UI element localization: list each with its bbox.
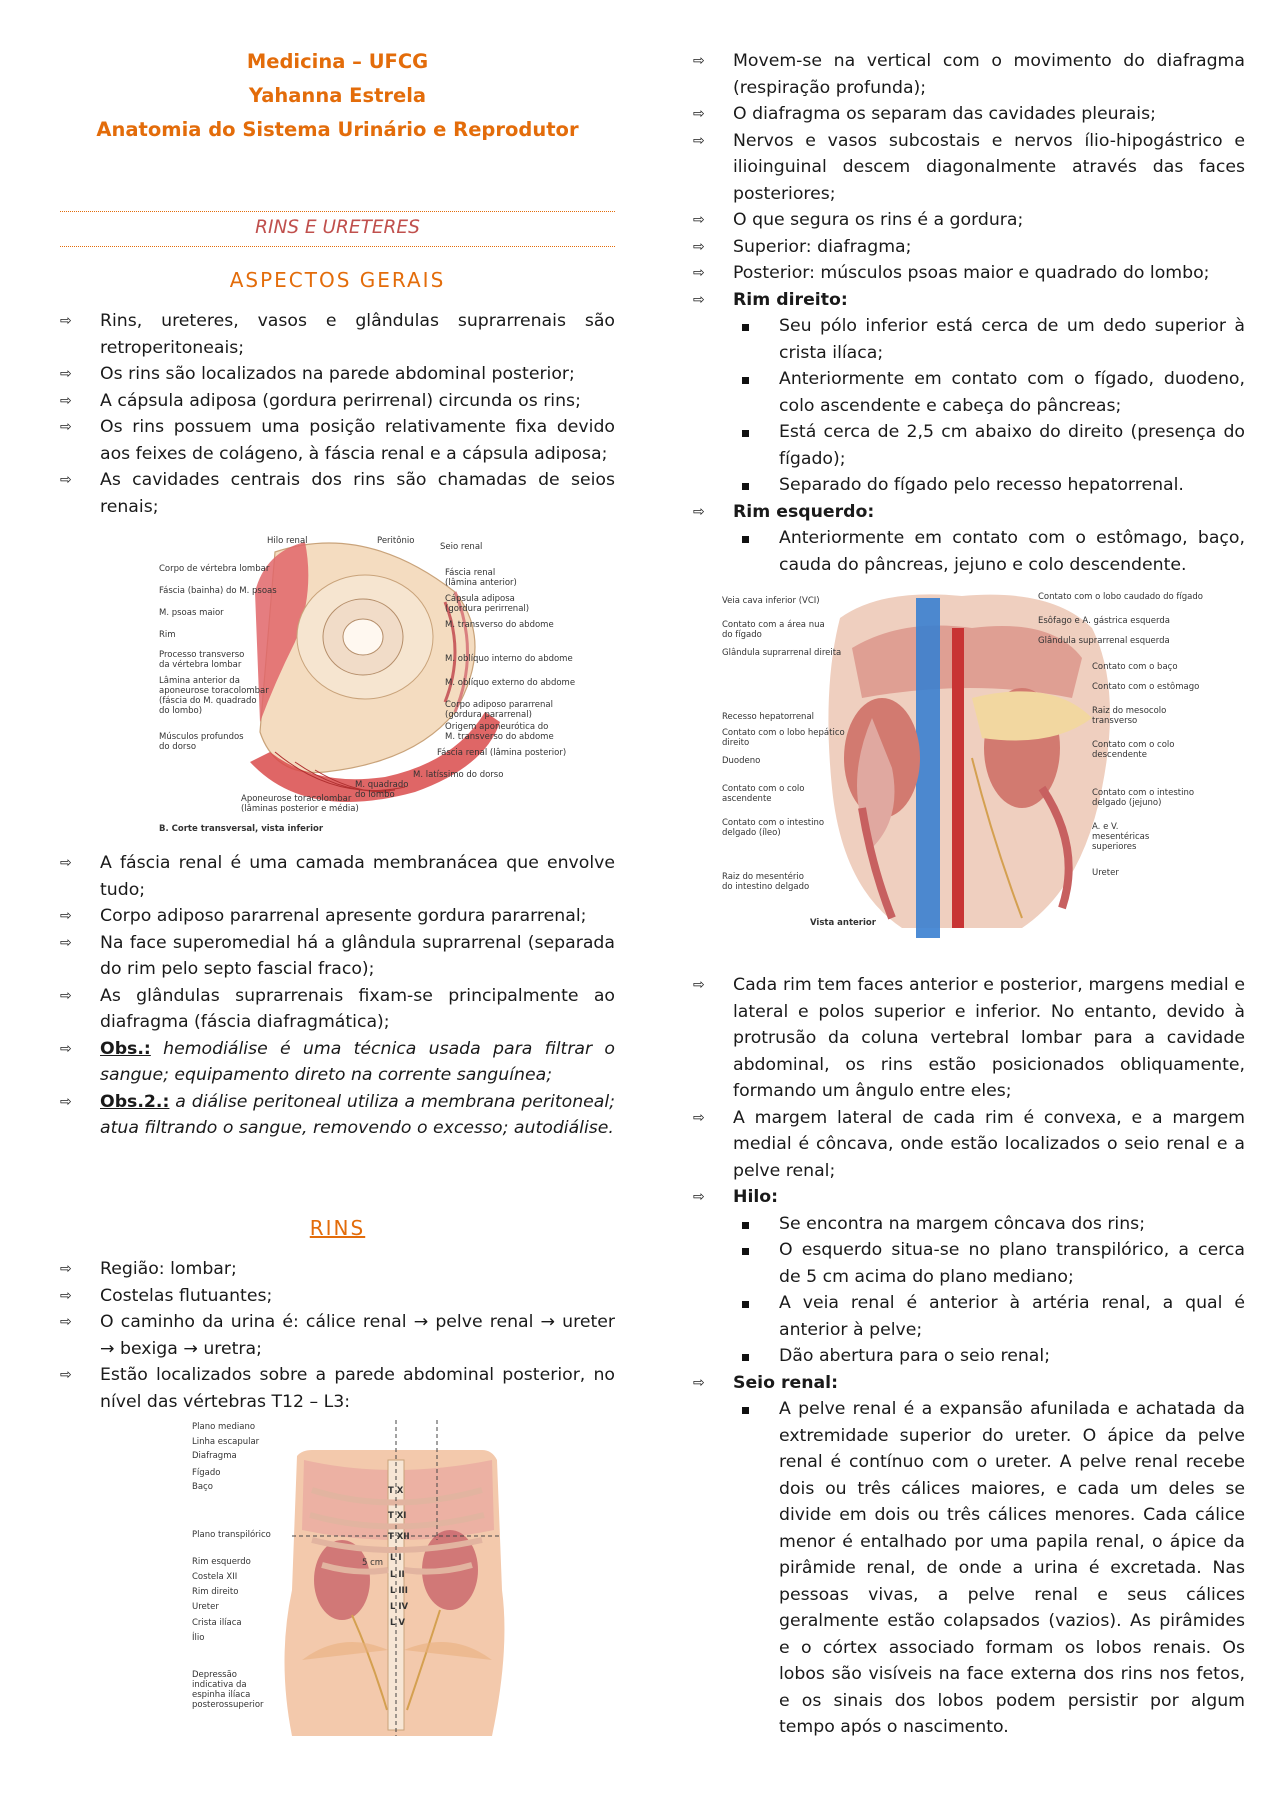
arrow-icon: ⇨ xyxy=(60,392,72,409)
label-processo-1: Processo transverso xyxy=(159,650,245,660)
label-t10: T X xyxy=(388,1486,404,1496)
section-title: RINS E URETERES xyxy=(255,217,420,238)
arrow-icon: ⇨ xyxy=(60,1261,72,1277)
label-colo-desc-1: Contato com o colo xyxy=(1092,740,1175,750)
arrow-icon: ⇨ xyxy=(60,1367,72,1383)
arrow-icon: ⇨ xyxy=(60,1093,72,1110)
label-mesocolo-1: Raiz do mesocolo xyxy=(1092,706,1167,716)
obs-item: ⇨ Obs.: hemodiálise é uma técnica usada para filtrar o sangue; equipamento direto na corrente sanguínea; xyxy=(60,1036,615,1089)
label-area-nua-1: Contato com a área nua xyxy=(722,620,825,630)
list-item: ⇨ A fáscia renal é uma camada membranácea que envolve tudo; xyxy=(60,850,615,903)
arrow-icon: ⇨ xyxy=(693,132,705,149)
list-item: ⇨ Corpo adiposo pararrenal apresente gordura pararrenal; xyxy=(60,903,615,930)
sub-item: Separado do fígado pelo recesso hepatorrenal. xyxy=(737,472,1245,499)
label-lobo-hep-2: direito xyxy=(722,738,750,748)
label-glandula-dir: Glândula suprarrenal direita xyxy=(722,648,842,658)
figure-posterior-body xyxy=(192,1420,507,1736)
arrow-icon: ⇨ xyxy=(693,212,705,228)
list-item: ⇨ O que segura os rins é a gordura; xyxy=(693,207,1245,234)
square-bullet-icon xyxy=(742,536,749,543)
label-apon-1: Aponeurose toracolombar xyxy=(241,794,352,804)
label-colo-desc-2: descendente xyxy=(1092,750,1147,760)
arrow-icon: ⇨ xyxy=(60,472,72,488)
label-hilo: Hilo renal xyxy=(267,536,308,546)
label-caudado: Contato com o lobo caudado do fígado xyxy=(1038,592,1203,602)
arrow-icon: ⇨ xyxy=(693,1109,705,1126)
arrow-icon: ⇨ xyxy=(60,366,72,382)
square-bullet-icon xyxy=(742,1222,749,1229)
list-item: ⇨ Costelas flutuantes; xyxy=(60,1283,615,1310)
list-item: ⇨ O diafragma os separam das cavidades pleurais; xyxy=(693,101,1245,128)
label-musculos-1: Músculos profundos xyxy=(159,732,244,742)
label-obliquo-int: M. oblíquo interno do abdome xyxy=(445,654,573,664)
label-capsula-1: Cápsula adiposa xyxy=(445,594,515,604)
arrow-icon: ⇨ xyxy=(60,419,72,435)
arrow-icon: ⇨ xyxy=(693,1189,705,1205)
list-item: ⇨ Nervos e vasos subcostais e nervos ílio-hipogástrico e ilioinguinal descem diagonalmente através das faces posteriores; xyxy=(693,128,1245,208)
arrow-icon: ⇨ xyxy=(693,503,705,520)
label-raiz-1: Raiz do mesentério xyxy=(722,872,804,882)
aspectos-list xyxy=(60,308,615,520)
label-diafragma: Diafragma xyxy=(192,1451,237,1461)
label-mesent-1: A. e V. xyxy=(1092,822,1119,832)
list-item: ⇨ Na face superomedial há a glândula suprarrenal (separada do rim pelo septo fascial fraco); xyxy=(60,930,615,983)
arrow-icon: ⇨ xyxy=(60,987,72,1004)
seio-item: ⇨ Seio renal: A pelve renal é a expansão afunilada e achatada da extremidade superior do ureter. O ápice da pelve renal é contínuo com o ureter. A pelve renal recebe dois ou três cálices maiores, e cada um deles se divide em dois ou três cálices menores. Cada cálice menor é entalhado por uma papila renal, o ápice da pirâmide renal, de onde a urina é excretada. Nas pessoas vivas, a pelve renal e seus cálices geralmente estão colapsados (vazios). As pirâmides e o córtex associado formam os lobos renais. Os lobos são visíveis na face externa dos rins nos fetos, e os sinais dos lobos podem persistir por algum tempo após o nascimento. xyxy=(693,1370,1245,1741)
label-int-del-1: Contato com o intestino xyxy=(722,818,825,828)
square-bullet-icon xyxy=(742,1301,749,1308)
figure-caption: B. Corte transversal, vista inferior xyxy=(159,824,324,834)
label-rim: Rim xyxy=(159,630,176,640)
arrow-icon: ⇨ xyxy=(60,313,72,329)
label-colo-asc-2: ascendente xyxy=(722,794,772,804)
sub-item: Seu pólo inferior está cerca de um dedo superior à crista ilíaca; xyxy=(737,313,1245,366)
list-item: ⇨ A cápsula adiposa (gordura perirrenal) circunda os rins; xyxy=(60,388,615,415)
label-fascia-post: Fáscia renal (lâmina posterior) xyxy=(437,748,567,758)
hilo-sublist xyxy=(737,1211,1245,1370)
list-item: ⇨ Região: lombar; xyxy=(60,1256,615,1283)
sub-item: A veia renal é anterior à artéria renal, a qual é anterior à pelve; xyxy=(737,1290,1245,1343)
arrow-icon: ⇨ xyxy=(60,1314,72,1330)
arrow-icon: ⇨ xyxy=(693,238,705,255)
label-plano-mediano: Plano mediano xyxy=(192,1422,256,1432)
label-lamina-1: Lâmina anterior da xyxy=(159,676,240,686)
label-figado: Fígado xyxy=(192,1468,221,1478)
list-item: ⇨ Os rins são localizados na parede abdominal posterior; xyxy=(60,361,615,388)
label-l2: L II xyxy=(390,1570,405,1580)
label-l3: L III xyxy=(390,1586,408,1596)
label-raiz-2: do intestino delgado xyxy=(722,882,810,892)
list-item: ⇨ Posterior: músculos psoas maior e quadrado do lombo; xyxy=(693,260,1245,287)
label-vci: Veia cava inferior (VCI) xyxy=(722,596,820,606)
figure-transverse-section xyxy=(155,532,576,842)
rim-direito-sublist xyxy=(737,313,1245,499)
list-item: ⇨ Superior: diafragma; xyxy=(693,234,1245,261)
list-item: ⇨ O caminho da urina é: cálice renal → pelve renal → ureter → bexiga → uretra; xyxy=(60,1309,615,1362)
square-bullet-icon xyxy=(742,1354,749,1361)
label-jejuno-1: Contato com o intestino xyxy=(1092,788,1195,798)
label-int-del-2: delgado (íleo) xyxy=(722,828,781,838)
label-glandula-esq: Glândula suprarrenal esquerda xyxy=(1038,636,1170,646)
right-list-top xyxy=(693,48,1245,578)
label-quad-2: do lombo xyxy=(355,790,395,800)
sub-item: Anteriormente em contato com o fígado, duodeno, colo ascendente e cabeça do pâncreas; xyxy=(737,366,1245,419)
label-c-baco: Contato com o baço xyxy=(1092,662,1178,672)
label-corpo-par-2: (gordura pararrenal) xyxy=(445,710,532,720)
arrow-icon: ⇨ xyxy=(60,1040,72,1057)
list-item: ⇨ Movem-se na vertical com o movimento do diafragma (respiração profunda); xyxy=(693,48,1245,101)
label-jejuno-2: delgado (jejuno) xyxy=(1092,798,1162,808)
label-fascia-ant-2: (lâmina anterior) xyxy=(445,578,517,588)
label-processo-2: da vértebra lombar xyxy=(159,660,242,670)
label-fascia-psoas: Fáscia (bainha) do M. psoas xyxy=(159,586,277,596)
label-corpo-par-1: Corpo adiposo pararrenal xyxy=(445,700,553,710)
label-mesocolo-2: transverso xyxy=(1092,716,1138,726)
label-origem-2: M. transverso do abdome xyxy=(445,732,554,742)
label-lamina-4: do lombo) xyxy=(159,706,203,716)
label-mesent-3: superiores xyxy=(1092,842,1137,852)
label-depressao-2: indicativa da xyxy=(192,1680,247,1690)
label-t11: T XI xyxy=(388,1511,407,1521)
sub-item: Dão abertura para o seio renal; xyxy=(737,1343,1245,1370)
rim-esquerdo-sublist xyxy=(737,525,1245,578)
arrow-icon: ⇨ xyxy=(60,855,72,871)
aspectos-list-2 xyxy=(60,850,615,1142)
label-rim-esq: Rim esquerdo xyxy=(192,1557,251,1567)
square-bullet-icon xyxy=(742,324,749,331)
label-lobo-hep-1: Contato com o lobo hepático xyxy=(722,728,845,738)
square-bullet-icon xyxy=(742,1407,749,1414)
figure-anterior-view xyxy=(722,588,1203,936)
label-depressao-4: posterossuperior xyxy=(192,1700,264,1710)
sub-item: Se encontra na margem côncava dos rins; xyxy=(737,1211,1245,1238)
label-origem-1: Origem aponeurótica do xyxy=(445,722,549,732)
arrow-icon: ⇨ xyxy=(693,977,705,993)
divider-bottom xyxy=(60,246,615,247)
label-transverso: M. transverso do abdome xyxy=(445,620,554,630)
arrow-icon: ⇨ xyxy=(60,908,72,924)
label-rim-dir: Rim direito xyxy=(192,1587,239,1597)
list-item: ⇨ Rins, ureteres, vasos e glândulas suprarrenais são retroperitoneais; xyxy=(60,308,615,361)
square-bullet-icon xyxy=(742,430,749,437)
sub-item: Anteriormente em contato com o estômago, baço, cauda do pâncreas, jejuno e colo descendente. xyxy=(737,525,1245,578)
rins-title: RINS xyxy=(309,1216,366,1240)
rim-esquerdo-item: ⇨ Rim esquerdo: Anteriormente em contato com o estômago, baço, cauda do pâncreas, jejuno e colo descendente. xyxy=(693,499,1245,579)
list-item: ⇨ A margem lateral de cada rim é convexa, e a margem medial é côncava, onde estão localizados o seio renal e a pelve renal; xyxy=(693,1105,1245,1185)
label-psoas: M. psoas maior xyxy=(159,608,224,618)
label-ureter-2: Ureter xyxy=(1092,868,1119,878)
label-baco: Baço xyxy=(192,1482,213,1492)
right-list-bottom xyxy=(693,972,1245,1741)
label-l5: L V xyxy=(390,1618,405,1628)
label-obliquo-ext: M. oblíquo externo do abdome xyxy=(445,678,576,688)
label-peritonio: Peritônio xyxy=(377,536,415,546)
label-lamina-2: aponeurose toracolombar xyxy=(159,686,269,696)
label-t12: T XII xyxy=(388,1532,410,1542)
label-quad-1: M. quadrado xyxy=(355,780,409,790)
label-mesent-2: mesentéricas xyxy=(1092,832,1150,842)
square-bullet-icon xyxy=(742,377,749,384)
sub-item: O esquerdo situa-se no plano transpilórico, a cerca de 5 cm acima do plano mediano; xyxy=(737,1237,1245,1290)
label-capsula-2: (gordura perirrenal) xyxy=(445,604,530,614)
label-depressao-3: espinha ilíaca xyxy=(192,1690,251,1700)
arrow-icon: ⇨ xyxy=(693,106,705,122)
label-plano-trans: Plano transpilórico xyxy=(192,1530,271,1540)
figure-caption-2: Vista anterior xyxy=(810,918,876,928)
course-title: Medicina – UFCG xyxy=(246,50,429,73)
square-bullet-icon xyxy=(742,483,749,490)
label-ureter: Ureter xyxy=(192,1602,219,1612)
label-musculos-2: do dorso xyxy=(159,742,197,752)
list-item: ⇨ Estão localizados sobre a parede abdominal posterior, no nível das vértebras T12 – L3: xyxy=(60,1362,615,1415)
arrow-icon: ⇨ xyxy=(693,291,705,308)
label-c-estomago: Contato com o estômago xyxy=(1092,682,1200,692)
hilo-item: ⇨ Hilo: Se encontra na margem côncava dos rins; O esquerdo situa-se no plano transpilórico, a cerca de 5 cm acima do plano mediano; A veia renal é anterior à artéria renal, a qual é anterior à pelve; Dão abertura para o seio renal; xyxy=(693,1184,1245,1370)
label-esofago: Esôfago e A. gástrica esquerda xyxy=(1038,616,1170,626)
square-bullet-icon xyxy=(742,1248,749,1255)
label-corpo-vert: Corpo de vértebra lombar xyxy=(159,564,270,574)
label-costela: Costela XII xyxy=(192,1572,238,1582)
label-apon-2: (lâminas posterior e média) xyxy=(241,804,359,814)
label-recesso: Recesso hepatorrenal xyxy=(722,712,815,722)
label-duodeno: Duodeno xyxy=(722,756,761,766)
sub-item: Está cerca de 2,5 cm abaixo do direito (presença do fígado); xyxy=(737,419,1245,472)
seio-sublist xyxy=(737,1396,1245,1741)
divider-top xyxy=(60,211,615,212)
aspectos-title: ASPECTOS GERAIS xyxy=(229,268,446,292)
arrow-icon: ⇨ xyxy=(60,1287,72,1304)
label-l4: L IV xyxy=(390,1602,409,1612)
author-name: Yahanna Estrela xyxy=(248,84,427,107)
document-header xyxy=(60,45,615,147)
arrow-icon: ⇨ xyxy=(693,1374,705,1391)
label-lamina-3: (fáscia do M. quadrado xyxy=(159,696,257,706)
label-depressao-1: Depressão xyxy=(192,1670,237,1680)
label-ilio: Ílio xyxy=(192,1633,205,1643)
label-crista: Crista ilíaca xyxy=(192,1618,242,1628)
list-item: ⇨ As glândulas suprarrenais fixam-se principalmente ao diafragma (fáscia diafragmática); xyxy=(60,983,615,1036)
arrow-icon: ⇨ xyxy=(60,934,72,951)
label-linha-escapular: Linha escapular xyxy=(192,1437,260,1447)
arrow-icon: ⇨ xyxy=(693,53,705,69)
rim-direito-item: ⇨ Rim direito: Seu pólo inferior está cerca de um dedo superior à crista ilíaca; Anteriormente em contato com o fígado, duodeno, colo ascendente e cabeça do pâncreas; Está cerca de 2,5 cm abaixo do direito (presença do fígado); Separado do fígado pelo recesso hepatorrenal. xyxy=(693,287,1245,499)
label-seio: Seio renal xyxy=(440,542,483,552)
sub-item: A pelve renal é a expansão afunilada e achatada da extremidade superior do ureter. O ápice da pelve renal é contínuo com o ureter. A pelve renal recebe dois ou três cálices maiores, e cada um deles se divide em dois ou três cálices menores. Cada cálice menor é entalhado por uma papila renal, o ápice da pirâmide renal, de onde a urina é excretada. Nas pessoas vivas, a pelve renal e seus cálices geralmente estão colapsados (vazios). As pirâmides e o córtex associado formam os lobos renais. Os lobos são visíveis na face externa dos rins nos fetos, e os sinais dos lobos podem persistir por algum tempo após o nascimento. xyxy=(737,1396,1245,1741)
label-l1: L I xyxy=(390,1553,402,1563)
label-colo-asc-1: Contato com o colo xyxy=(722,784,805,794)
obs-item: ⇨ Obs.2.: a diálise peritoneal utiliza a membrana peritoneal; atua filtrando o sangue, removendo o excesso; autodiálise. xyxy=(60,1089,615,1142)
label-fascia-ant-1: Fáscia renal xyxy=(445,568,496,578)
subject-title: Anatomia do Sistema Urinário e Reprodutor xyxy=(96,118,579,141)
label-latissimo: M. latíssimo do dorso xyxy=(413,770,504,780)
list-item: ⇨ As cavidades centrais dos rins são chamadas de seios renais; xyxy=(60,467,615,520)
list-item: ⇨ Cada rim tem faces anterior e posterior, margens medial e lateral e polos superior e inferior. No entanto, devido à protrusão da coluna vertebral lombar para a cavidade abdominal, os rins estão posicionados obliquamente, formando um ângulo entre eles; xyxy=(693,972,1245,1105)
list-item: ⇨ Os rins possuem uma posição relativamente fixa devido aos feixes de colágeno, à fáscia renal e a cápsula adiposa; xyxy=(60,414,615,467)
arrow-icon: ⇨ xyxy=(693,265,705,281)
label-area-nua-2: do fígado xyxy=(722,630,762,640)
label-5cm: 5 cm xyxy=(362,1558,384,1568)
rins-list xyxy=(60,1256,615,1415)
